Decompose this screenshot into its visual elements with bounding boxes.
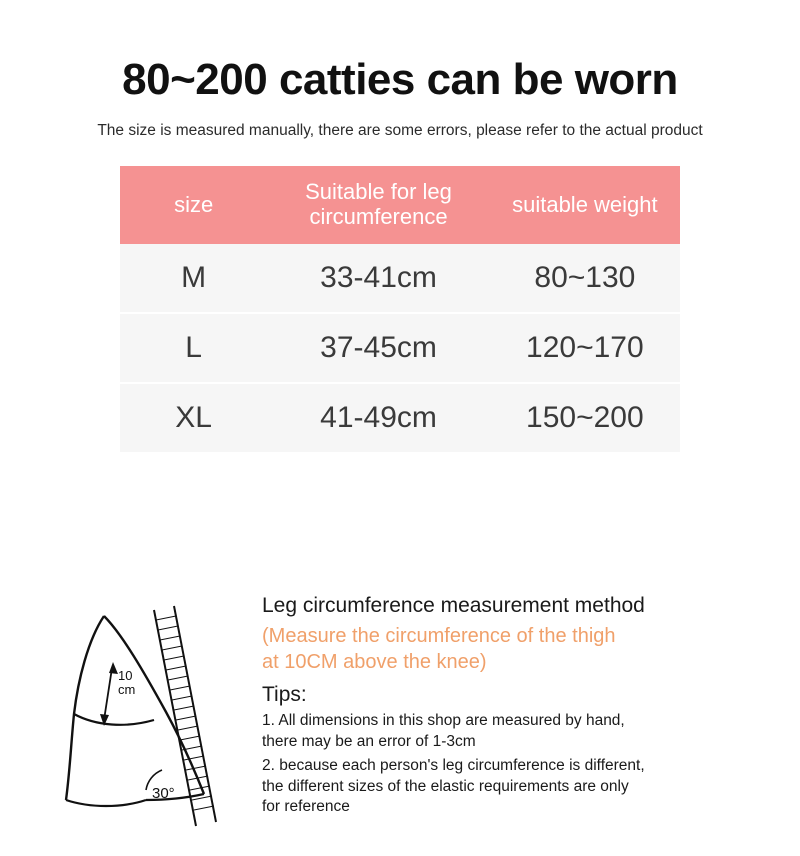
measurement-text-column: [262, 594, 782, 817]
measurement-note-line2: at 10CM above the knee): [262, 650, 487, 673]
measurement-note: [262, 624, 782, 675]
table-row: [120, 244, 680, 313]
cell-leg-circumference: 37-45cm: [267, 313, 489, 383]
table-body: [120, 244, 680, 452]
cell-weight: 150~200: [490, 383, 680, 452]
page-title: 80~200 catties can be worn: [122, 55, 678, 104]
measurement-section: [0, 576, 800, 856]
leg-diagram-svg: [26, 594, 256, 844]
table-row: [120, 383, 680, 452]
cell-weight: 120~170: [490, 313, 680, 383]
size-chart-page: [0, 56, 800, 856]
cell-size: L: [120, 313, 267, 383]
tip-2-line-2: the different sizes of the elastic requirements are only: [262, 777, 629, 795]
measurement-method-title: Leg circumference measurement method: [262, 594, 645, 617]
tip-item-1: [262, 711, 782, 752]
tip-2-line-3: for reference: [262, 798, 350, 815]
tip-1-line-1: 1. All dimensions in this shop are measured by hand,: [262, 712, 625, 730]
leg-inner-contour: [104, 616, 204, 794]
leg-outer-contour: [66, 616, 104, 800]
page-subtitle: The size is measured manually, there are some errors, please refer to the actual product: [97, 122, 703, 140]
distance-label-unit: cm: [118, 682, 136, 697]
table-header-row: [120, 166, 680, 243]
tape-edge-right: [174, 606, 216, 822]
distance-arrow: [100, 662, 118, 726]
tips-title: Tips:: [262, 683, 307, 707]
tape-ticks: [156, 616, 214, 810]
column-header-suitable-weight: suitable weight: [490, 166, 680, 243]
cell-weight: 80~130: [490, 244, 680, 313]
table-header: [120, 166, 680, 243]
table-row: [120, 313, 680, 383]
column-header-size: size: [120, 166, 267, 243]
size-table: [120, 166, 680, 451]
tip-item-2: [262, 756, 782, 817]
angle-label: 30°: [152, 785, 175, 802]
leg-measurement-diagram: [26, 594, 256, 844]
size-table-container: [120, 166, 680, 451]
measurement-note-line1: (Measure the circumference of the thigh: [262, 625, 616, 647]
column-header-leg-circumference: Suitable for leg circumference: [267, 166, 489, 243]
cell-leg-circumference: 33-41cm: [267, 244, 489, 313]
cell-size: M: [120, 244, 267, 313]
lower-leg-line: [66, 800, 146, 806]
tip-1-line-2: there may be an error of 1-3cm: [262, 732, 476, 750]
cell-leg-circumference: 41-49cm: [267, 383, 489, 452]
cell-size: XL: [120, 383, 267, 452]
knee-line: [74, 714, 154, 725]
distance-label-value: 10: [118, 668, 133, 683]
tip-2-line-1: 2. because each person's leg circumference is different,: [262, 757, 645, 775]
